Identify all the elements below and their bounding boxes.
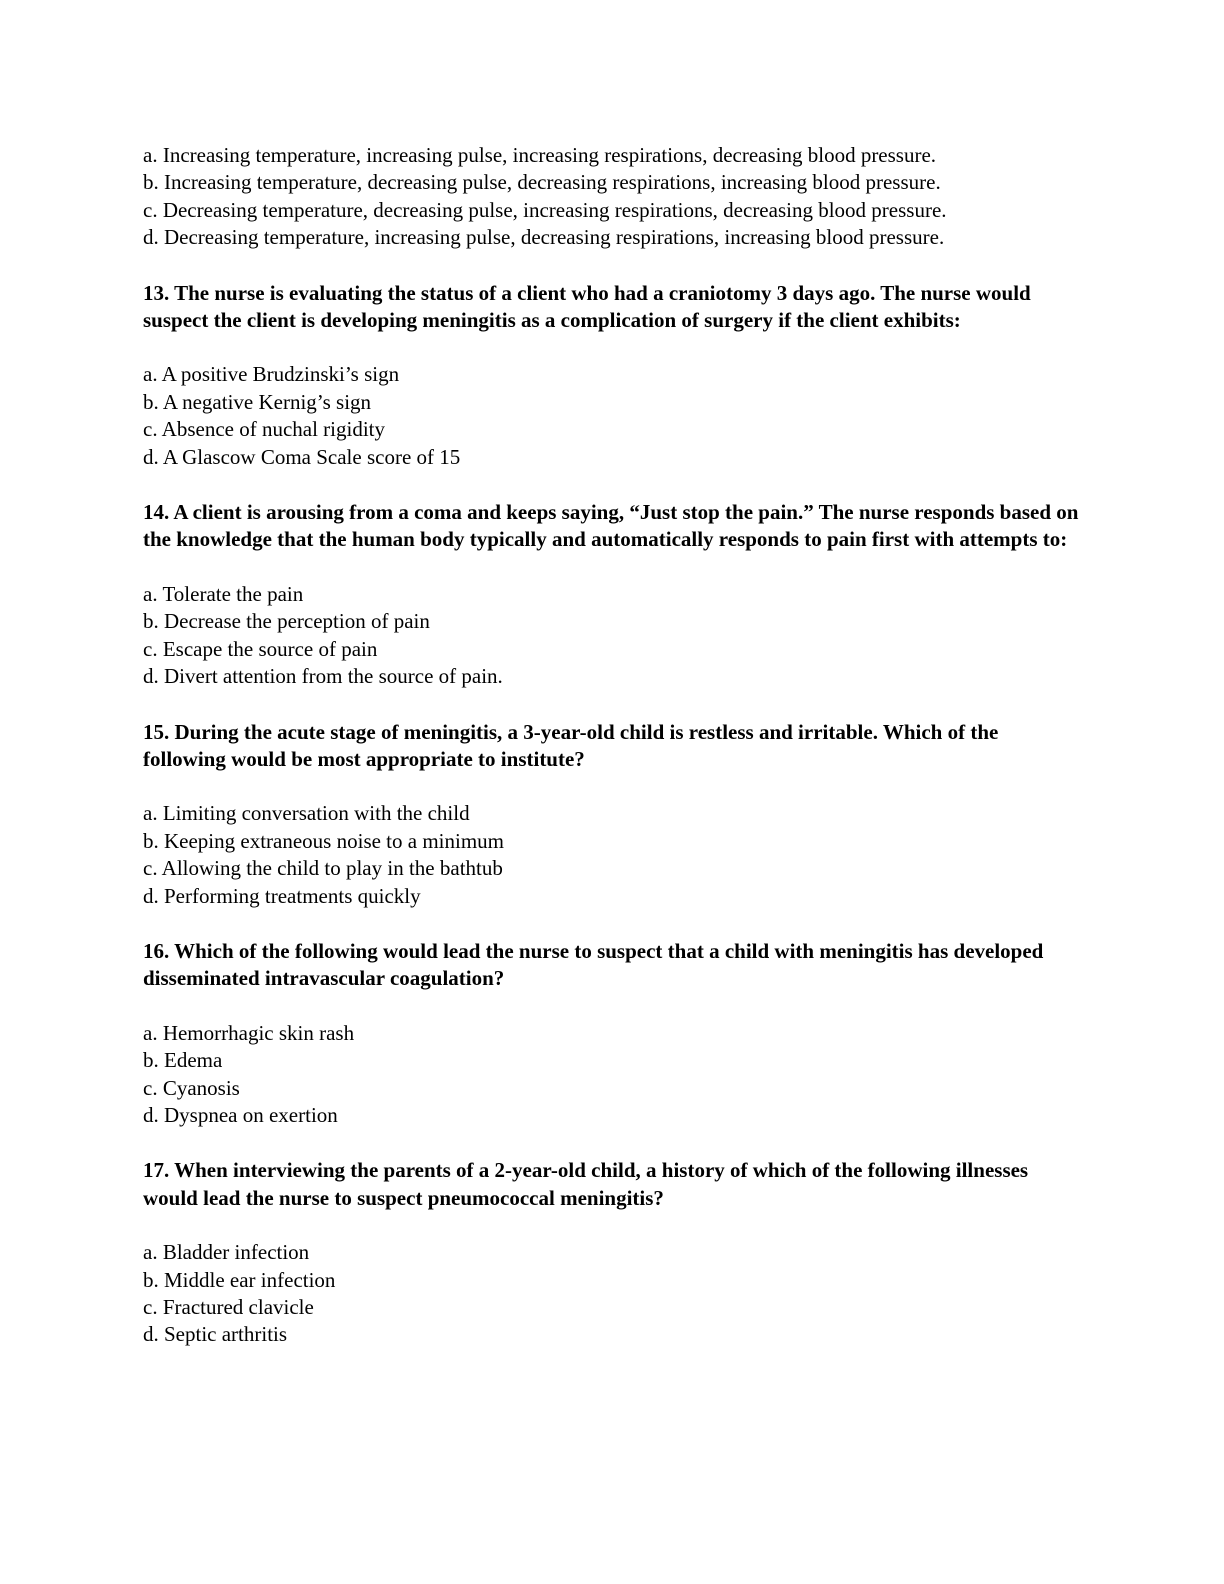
- q16-option-b: b. Edema: [143, 1048, 223, 1073]
- q13-question: 13. The nurse is evaluating the status of a client who had a craniotomy 3 days ago. The nurse would suspect the client is developing meningitis as a complication of surgery if the client exhibits:: [143, 280, 1031, 333]
- spacer: [143, 691, 1083, 719]
- spacer: [143, 554, 1083, 581]
- q14-option-b: b. Decrease the perception of pain: [143, 609, 430, 634]
- q17-options: [143, 1239, 1083, 1349]
- spacer: [143, 1212, 1083, 1239]
- spacer: [143, 910, 1083, 938]
- q13-option-b: b. A negative Kernig’s sign: [143, 389, 372, 414]
- spacer: [143, 252, 1083, 280]
- q15-options: [143, 800, 1083, 910]
- spacer: [143, 993, 1083, 1020]
- q15-option-c: c. Allowing the child to play in the bathtub: [143, 856, 503, 881]
- spacer: [143, 471, 1083, 499]
- q12-option-c: c. Decreasing temperature, decreasing pulse, increasing respirations, decreasing blood pressure.: [143, 197, 947, 222]
- q17-option-b: b. Middle ear infection: [143, 1267, 336, 1292]
- q14-option-c: c. Escape the source of pain: [143, 636, 378, 661]
- q15-question: 15. During the acute stage of meningitis, a 3-year-old child is restless and irritable. Which of the following would be most appropriate to institute?: [143, 719, 999, 771]
- q16-option-a: a. Hemorrhagic skin rash: [143, 1020, 355, 1045]
- q14-question: 14. A client is arousing from a coma and keeps saying, “Just stop the pain.” The nurse responds based on the knowledge that the human body typically and automatically responds to pain first with attempts to:: [143, 500, 1079, 552]
- q14-option-a: a. Tolerate the pain: [143, 581, 304, 606]
- q17-option-a: a. Bladder infection: [143, 1240, 310, 1265]
- q17-option-d: d. Septic arthritis: [143, 1322, 288, 1347]
- document-page: [143, 142, 1083, 1349]
- q15-option-d: d. Performing treatments quickly: [143, 883, 421, 908]
- q12-options: [143, 142, 1083, 252]
- q13-option-c: c. Absence of nuchal rigidity: [143, 417, 386, 442]
- q15-option-a: a. Limiting conversation with the child: [143, 801, 470, 826]
- spacer: [143, 334, 1083, 361]
- q16-option-c: c. Cyanosis: [143, 1075, 240, 1100]
- q16-question: 16. Which of the following would lead the nurse to suspect that a child with meningitis has developed disseminated intravascular coagulation?: [143, 938, 1044, 991]
- q12-option-a: a. Increasing temperature, increasing pulse, increasing respirations, decreasing blood pressure.: [143, 143, 937, 167]
- q13-option-d: d. A Glascow Coma Scale score of 15: [143, 444, 461, 469]
- q17-question: 17. When interviewing the parents of a 2-year-old child, a history of which of the following illnesses would lead the nurse to suspect pneumococcal meningitis?: [143, 1158, 1029, 1210]
- spacer: [143, 773, 1083, 800]
- q16-option-d: d. Dyspnea on exertion: [143, 1102, 338, 1127]
- q17-option-c: c. Fractured clavicle: [143, 1295, 314, 1319]
- q15-option-b: b. Keeping extraneous noise to a minimum: [143, 828, 505, 853]
- q12-option-d: d. Decreasing temperature, increasing pulse, decreasing respirations, increasing blood pressure.: [143, 225, 945, 250]
- q12-option-b: b. Increasing temperature, decreasing pulse, decreasing respirations, increasing blood pressure.: [143, 170, 941, 195]
- spacer: [143, 1129, 1083, 1157]
- q14-options: [143, 581, 1083, 691]
- q16-options: [143, 1020, 1083, 1130]
- q14-option-d: d. Divert attention from the source of pain.: [143, 664, 503, 689]
- q13-options: [143, 361, 1083, 471]
- q13-option-a: a. A positive Brudzinski’s sign: [143, 362, 400, 387]
